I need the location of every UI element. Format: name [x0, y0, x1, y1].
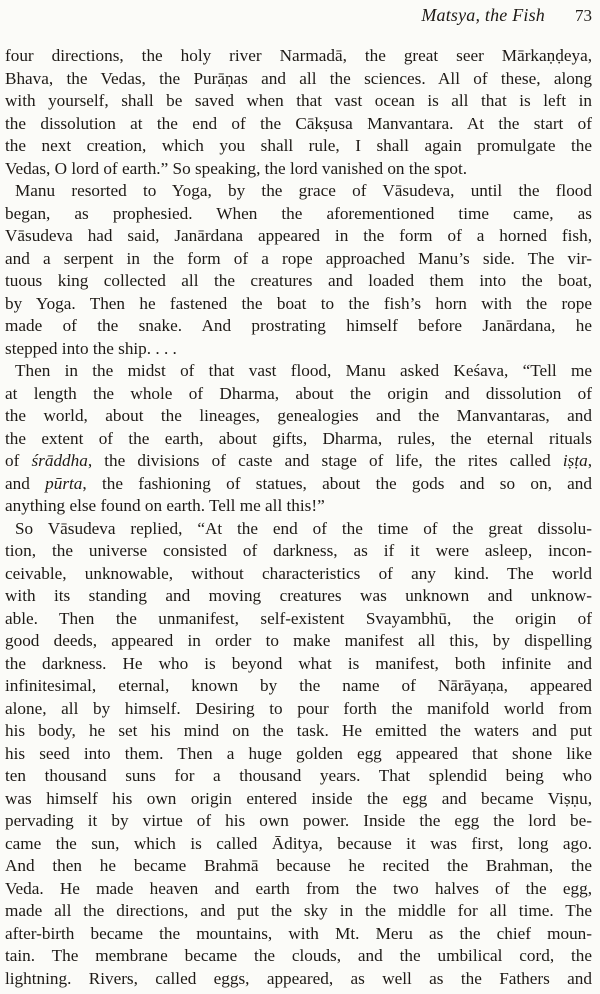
- text-line: at length the whole of Dharma, about the origin and dissolution of: [5, 383, 592, 403]
- text-segment: and: [5, 473, 46, 493]
- text-line: the darkness. He who is beyond what is manifest, both infinite and: [5, 653, 592, 673]
- text-line: Vedas, O lord of earth.” So speaking, the lord vanished on the spot.: [5, 158, 468, 178]
- text-line: Vāsudeva had said, Janārdana appeared in the form of a horned fish,: [5, 226, 592, 245]
- paragraph: [5, 180, 592, 360]
- text-segment: , the divisions of caste and stage of life, the rites called: [87, 451, 563, 470]
- text-line: So Vāsudeva replied, “At the end of the time of the great dissolu-: [15, 518, 592, 538]
- running-header-title: Matsya, the Fish: [421, 5, 545, 25]
- text-segment: ,: [587, 451, 592, 470]
- text-line: with its standing and moving creatures was unknown and unknow-: [5, 586, 592, 605]
- text-body: [5, 45, 592, 990]
- text-line: the world, about the lineages, genealogies and the Manvantaras, and: [5, 406, 592, 425]
- text-line: ceivable, unknowable, without characteristics of any kind. The world: [5, 563, 592, 583]
- text-line: the next creation, which you shall rule, I shall again promulgate the: [5, 136, 592, 155]
- text-line: tion, the universe consisted of darkness, as if it were asleep, incon-: [5, 541, 592, 560]
- text-line: tuous king collected all the creatures and loaded them into the boat,: [5, 271, 592, 290]
- text-line: with yourself, shall be saved when that vast ocean is all that is left in: [5, 91, 592, 110]
- paragraph: [5, 518, 592, 991]
- page-number: 73: [575, 6, 592, 25]
- text-line: Then in the midst of that vast flood, Manu asked Keśava, “Tell me: [15, 361, 592, 380]
- text-line: came the sun, which is called Āditya, because it was first, long ago.: [5, 833, 592, 853]
- text-line: and a serpent in the form of a rope approached Manu’s side. The vir-: [5, 248, 592, 268]
- text-line: Bhava, the Vedas, the Purāṇas and all the sciences. All of these, along: [5, 68, 592, 88]
- text-line: infinitesimal, eternal, known by the name of Nārāyaṇa, appeared: [5, 676, 592, 695]
- italic-term: iṣṭa: [562, 451, 588, 470]
- paragraph: [5, 360, 592, 518]
- text-line: lightning. Rivers, called eggs, appeared, as well as the Fathers and: [5, 968, 592, 988]
- text-line: stepped into the ship. . . .: [5, 338, 177, 358]
- text-line: pervading it by virtue of his own power. Inside the egg the lord be-: [5, 811, 592, 830]
- text-segment: of: [5, 451, 32, 470]
- text-line: alone, all by himself. Desiring to pour forth the manifold world from: [5, 698, 592, 718]
- text-line: able. Then the unmanifest, self-existent Svayambhū, the origin of: [5, 608, 592, 628]
- text-line: Manu resorted to Yoga, by the grace of Vāsudeva, until the flood: [15, 181, 592, 200]
- text-line: by Yoga. Then he fastened the boat to the fish’s horn with the rope: [5, 293, 592, 313]
- text-line: his seed into them. Then a huge golden egg appeared that shone like: [5, 743, 592, 763]
- text-line: after-birth became the mountains, with Mt. Meru as the chief moun-: [5, 923, 592, 943]
- italic-term: śrāddha: [31, 451, 88, 470]
- text-line: began, as prophesied. When the aforementioned time came, as: [5, 203, 592, 223]
- text-line: ten thousand suns for a thousand years. That splendid being who: [5, 766, 592, 785]
- text-line: good deeds, appeared in order to make manifest all this, by dispelling: [5, 631, 592, 650]
- text-line: Veda. He made heaven and earth from the two halves of the egg,: [5, 878, 592, 898]
- text-line: his body, he set his mind on the task. He emitted the waters and put: [5, 721, 592, 740]
- text-segment: , the fashioning of statues, about the gods and so on, and: [82, 473, 592, 493]
- italic-term: pūrta: [45, 473, 83, 493]
- text-line: [5, 450, 592, 473]
- running-header: [421, 5, 592, 26]
- text-line: was himself his own origin entered inside the egg and became Viṣṇu,: [5, 788, 592, 808]
- paragraph: [5, 45, 592, 180]
- text-line: anything else found on earth. Tell me all this!”: [5, 496, 325, 515]
- text-line: the extent of the earth, about gifts, Dharma, rules, the eternal rituals: [5, 428, 592, 448]
- text-line: [5, 473, 592, 496]
- text-line: the dissolution at the end of the Cākṣusa Manvantara. At the start of: [5, 113, 592, 133]
- text-line: And then he became Brahmā because he recited the Brahman, the: [5, 856, 592, 875]
- text-line: made of the snake. And prostrating himself before Janārdana, he: [5, 316, 592, 335]
- text-line: four directions, the holy river Narmadā, the great seer Mārkaṇḍeya,: [5, 46, 592, 65]
- text-line: made all the directions, and put the sky in the middle for all time. The: [5, 901, 592, 920]
- text-line: tain. The membrane became the clouds, and the umbilical cord, the: [5, 946, 592, 965]
